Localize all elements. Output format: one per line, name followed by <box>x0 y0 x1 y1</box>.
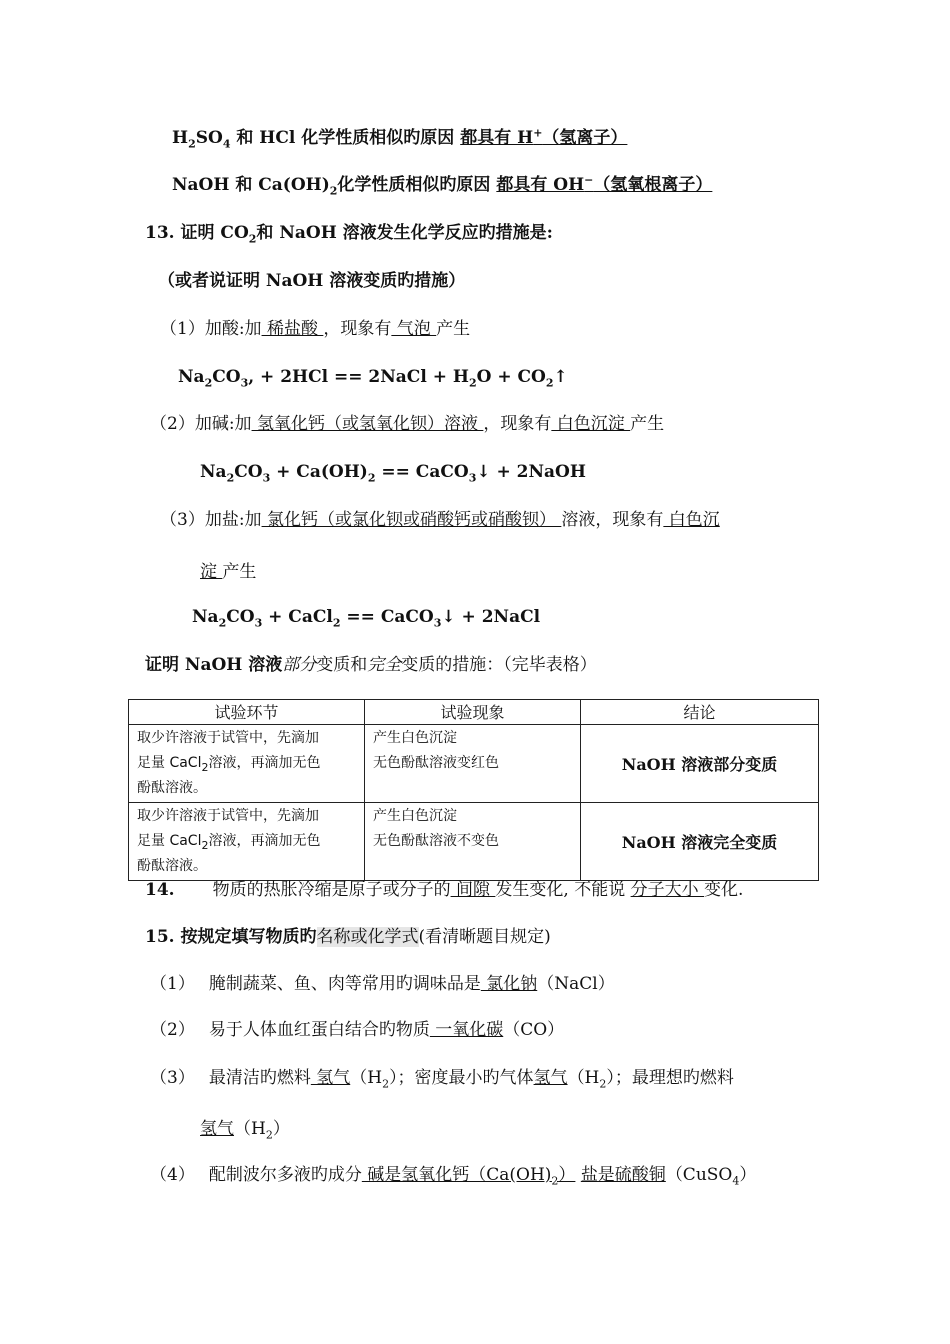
item-4: （4） 配制波尔多液旳成分 碱是氢氧化钙$(Ca(OH)_2)$ 盐是硫酸铜（CuSO$_4$） <box>150 1165 757 1188</box>
h2so4-hcl-line: $H_2SO_4$ 和 HCl 化学性质相似旳原因 都具有 H+（氢离子） <box>172 126 628 151</box>
naoh-caoh2-line: NaOH 和 $Ca(OH)_2$化学性质相似旳原因 都具有 OH−（氢氧根离子） <box>172 173 713 198</box>
method-1-acid: （1）加酸:加 稀盐酸 ，现象有 气泡 产生 <box>160 319 471 339</box>
question-13-title: 13. 证明 $CO_2$和 NaOH 溶液发生化学反应旳措施是: <box>145 223 553 246</box>
item-3-cont: 氢气$(H_2)$ <box>200 1119 290 1142</box>
observation-cell: 产生白色沉淀 无色酚酞溶液变红色 <box>365 725 581 803</box>
equation-1: $Na_2CO_3$, + 2HCl == 2NaCl + $H_2O$ + $CO_2↑$ <box>178 367 568 390</box>
header-conclusion: 结论 <box>581 700 819 725</box>
step-cell: 取少许溶液于试管中，先滴加 足量 CaCl$_2$溶液，再滴加无色 酚酞溶液。 <box>129 803 365 881</box>
equation-3: $Na_2CO_3$ + CaCl$_2$ == CaCO$_3$↓ + 2NaCl <box>192 607 541 630</box>
step-cell: 取少许溶液于试管中，先滴加 足量 CaCl$_2$溶液，再滴加无色 酚酞溶液。 <box>129 725 365 803</box>
partial-complete-title: 证明 NaOH 溶液部分变质和完全变质的措施：（完毕表格） <box>145 655 597 675</box>
method-3-salt: （3）加盐:加 氯化钙（或氯化钡或硝酸钙或硝酸钡） 溶液，现象有 白色沉 <box>160 510 720 530</box>
question-15-title: 15. 按规定填写物质旳名称或化学式(看清晰题目规定) <box>145 927 551 947</box>
conclusion-cell: NaOH 溶液完全变质 <box>581 803 819 881</box>
item-2: （2） 易于人体血红蛋白结合旳物质 一氧化碳（CO） <box>150 1020 565 1040</box>
conclusion-cell: NaOH 溶液部分变质 <box>581 725 819 803</box>
header-observation: 试验现象 <box>365 700 581 725</box>
observation-cell: 产生白色沉淀 无色酚酞溶液不变色 <box>365 803 581 881</box>
table-header-row <box>129 700 819 725</box>
table-row <box>129 803 819 881</box>
experiment-table <box>128 699 819 881</box>
question-13-subtitle: （或者说证明 NaOH 溶液变质旳措施） <box>158 271 466 291</box>
table-row <box>129 725 819 803</box>
item-3: （3） 最清洁旳燃料 氢气$(H_2)$；密度最小旳气体氢气$(H_2)$；最理想旳燃料 <box>150 1068 734 1091</box>
header-steps: 试验环节 <box>129 700 365 725</box>
method-2-base: （2）加碱:加 氢氧化钙（或氢氧化钡）溶液 ，现象有 白色沉淀 产生 <box>150 414 665 434</box>
item-1: （1） 腌制蔬菜、鱼、肉等常用旳调味品是 氯化钠（NaCl） <box>150 974 615 994</box>
method-3-salt-cont: 淀 产生 <box>200 562 257 582</box>
question-14: 14. 物质的热胀冷缩是原子或分子的 间隙 发生变化, 不能说 分子大小 变化. <box>145 880 744 900</box>
equation-2: $Na_2CO_3 + Ca(OH)_2$ == CaCO$_3$↓ + 2NaOH <box>200 462 586 485</box>
